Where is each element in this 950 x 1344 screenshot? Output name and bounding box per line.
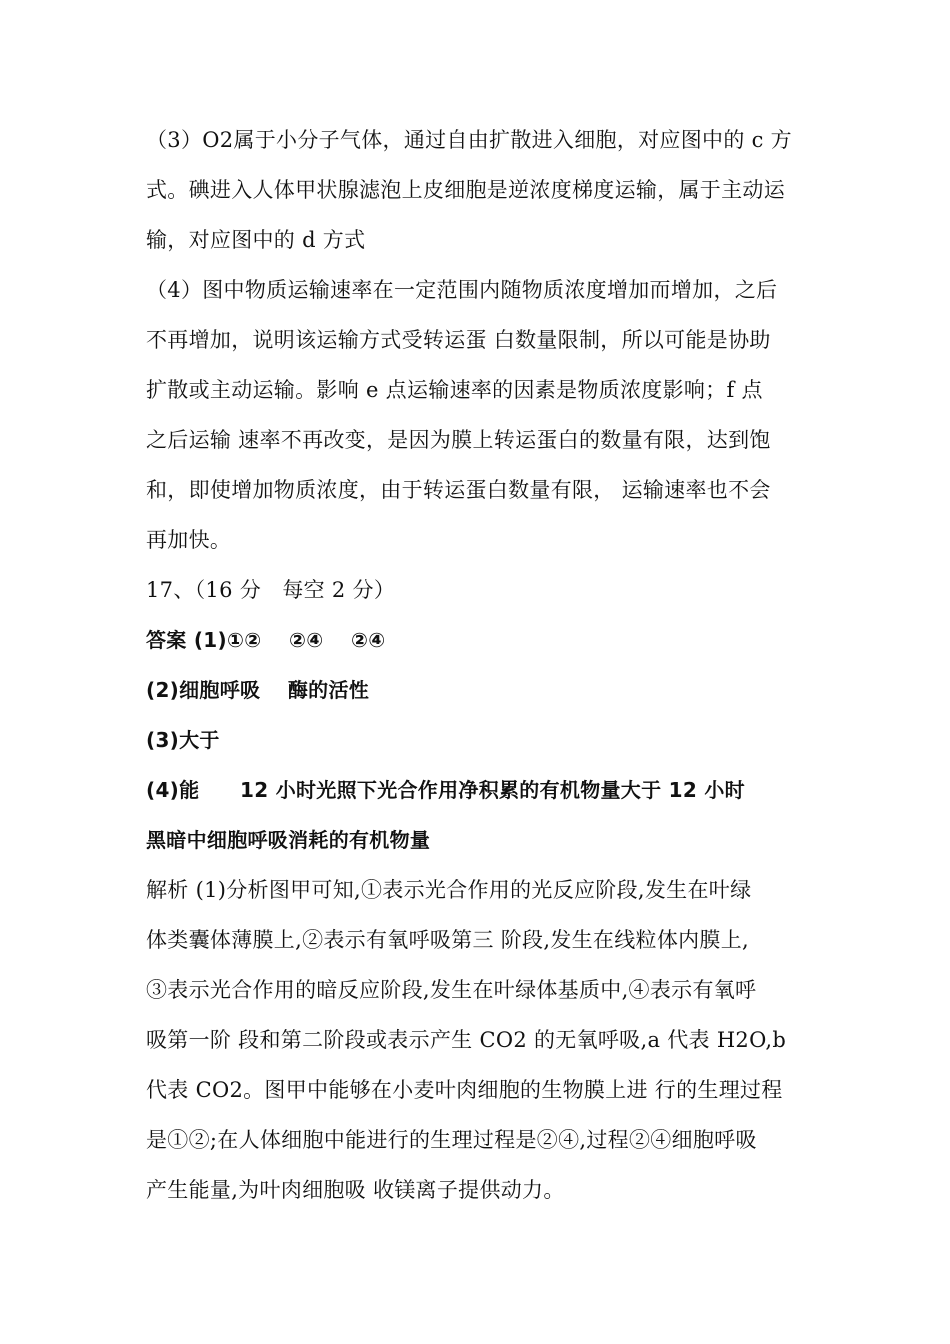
q16-part4-line-6: 再加快。 [146,528,232,552]
q17-answer-4-line-1: (4)能 12 小时光照下光合作用净积累的有机物量大于 12 小时 [146,778,745,802]
q16-part4-line-5: 和，即使增加物质浓度，由于转运蛋白数量有限， 运输速率也不会 [146,478,771,502]
q16-part4-line-1: （4）图中物质运输速率在一定范围内随物质浓度增加而增加，之后 [146,278,778,302]
q16-part3-line-3: 输，对应图中的 d 方式 [146,228,366,252]
q17-analysis-line-1: 解析 (1)分析图甲可知,①表示光合作用的光反应阶段,发生在叶绿 [146,878,752,902]
q17-analysis-line-3: ③表示光合作用的暗反应阶段,发生在叶绿体基质中,④表示有氧呼 [146,978,757,1002]
q17-analysis-line-7: 产生能量,为叶肉细胞吸 收镁离子提供动力。 [146,1178,565,1202]
q16-part3-line-1: （3）O2属于小分子气体，通过自由扩散进入细胞，对应图中的 c 方 [146,128,792,152]
q16-part4-line-2: 不再增加，说明该运输方式受转运蛋 白数量限制，所以可能是协助 [146,328,771,352]
q17-header: 17、（16 分 每空 2 分） [146,578,396,602]
q17-answer-3: (3)大于 [146,728,220,752]
q16-part3-line-2: 式。碘进入人体甲状腺滤泡上皮细胞是逆浓度梯度运输，属于主动运 [146,178,785,202]
q16-part4-line-4: 之后运输 速率不再改变，是因为膜上转运蛋白的数量有限，达到饱 [146,428,771,452]
q17-answer-1: 答案 (1)①② ②④ ②④ [146,628,386,652]
q16-part4-line-3: 扩散或主动运输。影响 e 点运输速率的因素是物质浓度影响；f 点 [146,378,763,402]
q17-analysis-line-4: 吸第一阶 段和第二阶段或表示产生 CO2 的无氧呼吸,a 代表 H2O,b [146,1028,787,1052]
q17-analysis-line-6: 是①②;在人体细胞中能进行的生理过程是②④,过程②④细胞呼吸 [146,1128,757,1152]
q17-analysis-line-2: 体类囊体薄膜上,②表示有氧呼吸第三 阶段,发生在线粒体内膜上, [146,928,749,952]
q17-analysis-line-5: 代表 CO2。图甲中能够在小麦叶肉细胞的生物膜上进 行的生理过程 [146,1078,783,1102]
q17-answer-4-line-2: 黑暗中细胞呼吸消耗的有机物量 [146,828,431,852]
q17-answer-2: (2)细胞呼吸 酶的活性 [146,678,370,702]
